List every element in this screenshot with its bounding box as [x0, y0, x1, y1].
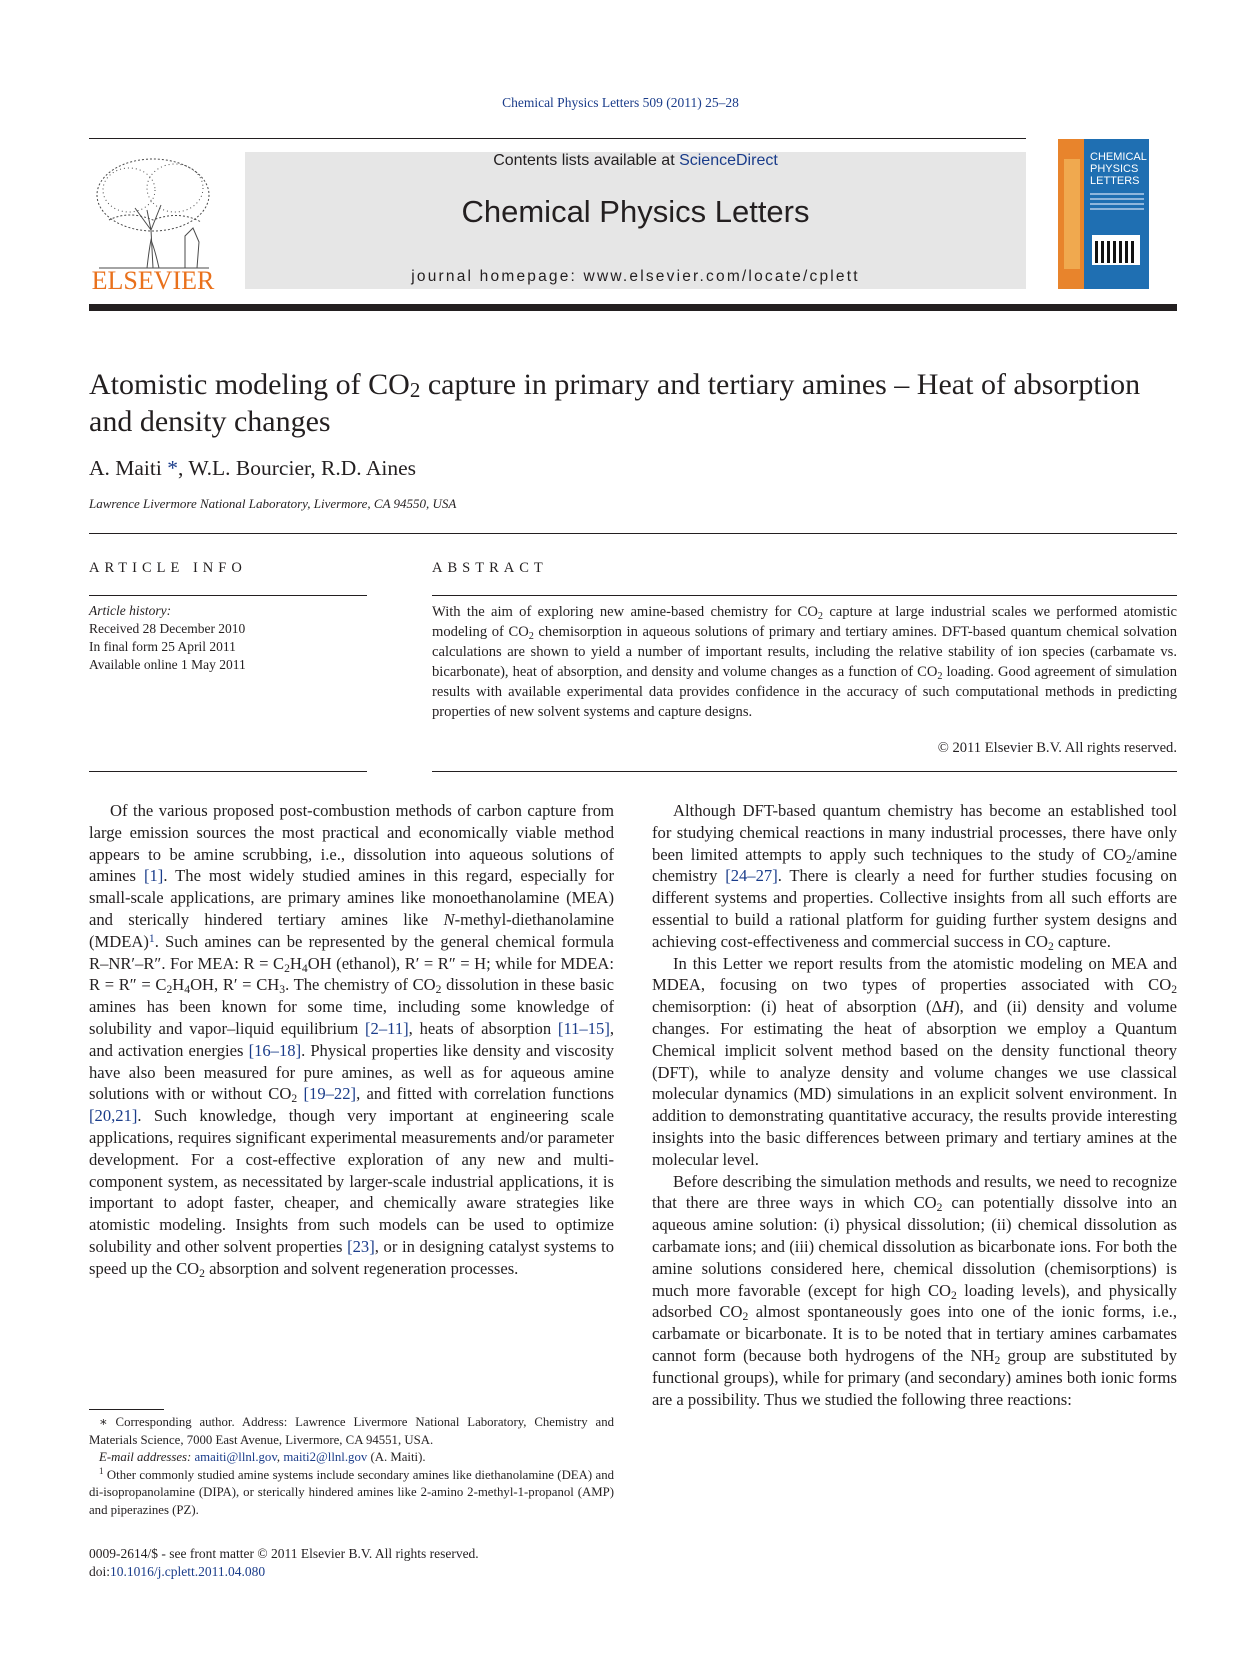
- article-info-rule: [89, 595, 367, 596]
- online-date: Available online 1 May 2011: [89, 657, 246, 672]
- footnotes: [89, 1414, 614, 1520]
- title-part: Atomistic modeling of CO: [89, 368, 410, 401]
- footnote-ref[interactable]: 1: [148, 931, 155, 945]
- citation-link[interactable]: Chemical Physics Letters 509 (2011) 25–28: [502, 95, 739, 110]
- ref-link[interactable]: [20,21]: [89, 1106, 138, 1126]
- article-info-bottom-rule: [89, 771, 367, 772]
- header-rule: [89, 138, 1026, 139]
- journal-name: Chemical Physics Letters: [461, 194, 810, 229]
- corresponding-author-note: ∗ Corresponding author. Address: Lawrence Livermore National Laboratory, Chemistry and Materials Science, 7000 East Avenue, Livermore, CA 94551, USA.: [89, 1415, 614, 1447]
- received-date: Received 28 December 2010: [89, 621, 246, 636]
- ref-link[interactable]: [19–22]: [303, 1084, 357, 1104]
- body-paragraph: In this Letter we report results from the atomistic modeling on MEA and MDEA, focusing on two types of properties associated with $CO_2$ chemisorption: (i) heat of absorption (ΔH), and (ii) density and volume changes. For estimating the heat of absorption we employ a Quantum Chemical implicit solvent method based on the density functional theory (DFT), while to analyze density and volume changes we use classical molecular dynamics (MD) simulations in an explicit solvent environment. In addition to demonstrating quantitative accuracy, the results provide interesting insights into the basic differences between primary and tertiary amines at the molecular level.: [652, 953, 1177, 1169]
- ref-link[interactable]: [11–15]: [557, 1018, 610, 1038]
- elsevier-wordmark: ELSEVIER: [91, 266, 215, 295]
- body-paragraph: Although DFT-based quantum chemistry has become an established tool for studying chemical reactions in many industrial processes, there have only been limited attempts to apply such techniques to the study of $CO_2$/amine chemistry [24–27]. There is clearly a need for further studies focusing on different systems and properties. Collective insights from all such efforts are essential to build a rational platform for guiding further system designs and achieving cost-effectiveness and commercial success in $CO_2$ capture.: [652, 801, 1177, 953]
- cover-figure-bars: [1095, 241, 1137, 263]
- cover-subtitle-lines: [1090, 193, 1144, 211]
- article-history: [89, 602, 246, 674]
- email-note: [89, 1449, 614, 1467]
- sciencedirect-link[interactable]: ScienceDirect: [679, 152, 778, 169]
- article-info-heading: ARTICLE INFO: [89, 560, 247, 576]
- masthead-rule: [89, 304, 1177, 311]
- email-link-1[interactable]: amaiti@llnl.gov: [194, 1450, 277, 1465]
- body-paragraph: Before describing the simulation methods and results, we need to recognize that there are three ways in which $CO_2$ can potentially dissolve into an aqueous amine solution: (i) physical dissolution; (ii) chemical dissolution as carbamate ions; and (iii) chemical dissolution as bicarbonate ions. For both the amine solutions considered here, chemical dissolution (chemisorptions) is much more favorable (except for high $CO_2$ loading levels), and physically adsorbed $CO_2$ almost spontaneously goes into one of the ionic forms, i.e., carbamate or bicarbonate. It is to be noted that in tertiary amines carbamates cannot form (because both hydrogens of the $NH_2$ group are substituted by functional groups), while for primary (and secondary) amines both ionic forms are a possibility. Thus we studied the following three reactions:: [652, 1171, 1177, 1409]
- article-title: [89, 366, 1177, 440]
- journal-citation[interactable]: [0, 95, 1241, 111]
- footnote-1-text: Other commonly studied amine systems include secondary amines like diethanolamine (DEA) and di-isopropanolamine (DIPA), or sterically hindered amines like 2-amino 2-methyl-1-propanol (AMP) and piperazines (PZ).: [89, 1467, 614, 1517]
- title-subscript: 2: [409, 378, 421, 402]
- author-list: [89, 456, 416, 481]
- email-separator: ,: [276, 1450, 284, 1465]
- footnote-rule: [89, 1409, 164, 1410]
- journal-homepage[interactable]: journal homepage: www.elsevier.com/locate/cplett: [411, 268, 860, 285]
- journal-cover-image: [1058, 139, 1149, 289]
- abstract-heading: ABSTRACT: [432, 560, 548, 576]
- ref-link[interactable]: [2–11]: [365, 1018, 409, 1038]
- corresponding-author-mark[interactable]: *: [167, 456, 178, 480]
- section-rule: [89, 533, 1177, 534]
- abstract-copyright: © 2011 Elsevier B.V. All rights reserved.: [937, 740, 1177, 756]
- body-column-left: [89, 800, 614, 1280]
- cover-title: CHEMICAL PHYSICS LETTERS: [1090, 151, 1147, 187]
- title-part: capture in primary and tertiary amines – Heat of absorption and density changes: [89, 368, 1141, 438]
- history-label: Article history:: [89, 603, 172, 618]
- affiliation: Lawrence Livermore National Laboratory, Livermore, CA 94550, USA: [89, 496, 457, 511]
- body-column-right: [652, 800, 1177, 1410]
- contents-line: [245, 152, 1026, 170]
- ref-link[interactable]: [16–18]: [248, 1040, 302, 1060]
- author-names: , W.L. Bourcier, R.D. Aines: [177, 456, 416, 480]
- final-form-date: In final form 25 April 2011: [89, 639, 236, 654]
- abstract-rule: [432, 595, 1177, 596]
- cover-stripe-inner: [1064, 159, 1080, 269]
- email-label: E-mail addresses:: [99, 1450, 192, 1465]
- ref-link[interactable]: [1]: [143, 866, 164, 886]
- footnote-1: $^1$ Other commonly studied amine systems include secondary amines like diethanolamine (DEA) and di-isopropanolamine (DIPA), or sterically hindered amines like 2-amino 2-methyl-1-propanol (AMP) and piperazines (PZ).: [89, 1465, 614, 1517]
- front-matter: [89, 1545, 479, 1581]
- author-name[interactable]: A. Maiti: [89, 456, 162, 480]
- email-owner: (A. Maiti).: [367, 1450, 426, 1465]
- abstract-bottom-rule: [432, 771, 1177, 772]
- doi-label: doi:: [89, 1564, 111, 1579]
- ref-link[interactable]: [24–27]: [725, 866, 778, 886]
- doi-link[interactable]: 10.1016/j.cplett.2011.04.080: [110, 1564, 266, 1579]
- abstract-text: With the aim of exploring new amine-based chemistry for $CO_2$ capture at large industrial scales we performed atomistic modeling of $CO_2$ chemisorption in aqueous solutions of primary and tertiary amines. DFT-based quantum chemical solvation calculations are shown to yield a number of important results, including the relative stability of ion species (carbamate vs. bicarbonate), heat of absorption, and density and volume changes as a function of $CO_2$ loading. Good agreement of simulation results with available experimental data provides confidence in the accuracy of such computational methods in predicting properties of new solvent systems and capture designs.: [432, 604, 1177, 720]
- ref-link[interactable]: [23]: [347, 1236, 375, 1256]
- issn-line: 0009-2614/$ - see front matter © 2011 Elsevier B.V. All rights reserved.: [89, 1546, 479, 1561]
- contents-prefix: Contents lists available at: [493, 152, 680, 169]
- email-link-2[interactable]: maiti2@llnl.gov: [283, 1450, 368, 1465]
- body-paragraph: Of the various proposed post-combustion methods of carbon capture from large emission sources the most practical and economically viable method appears to be amine scrubbing, i.e., dissolution into aqueous solutions of amines [1]. The most widely studied amines in this regard, especially for small-scale applications, are primary amines like monoethanolamine (MEA) and sterically hindered tertiary amines like N-methyl-diethanolamine (MDEA)$^1$. Such amines can be represented by the general chemical formula R–NR′–R″. For MEA: $R = C_2H_4OH$ (ethanol), R′ = R″ = H; while for MDEA: $R = R'' = C_2H_4OH$, $R' = CH_3$. The chemistry of $CO_2$ dissolution in these basic amines has been known for some time, including some knowledge of solubility and vapor–liquid equilibrium [2–11], heats of absorption [11–15], and activation energies [16–18]. Physical properties like density and viscosity have also been measured for pure amines, as well as for aqueous amine solutions with or without $CO_2$ [19–22], and fitted with correlation functions [20,21]. Such knowledge, though very important at engineering scale applications, requires significant experimental measurements and/or parameter development. For a cost-effective exploration of any new and multi-component system, as necessitated by larger-scale industrial applications, it is important to adopt faster, cheaper, and chemically aware strategies like atomistic modeling. Insights from such models can be used to optimize solubility and other solvent properties [23], or in designing catalyst systems to speed up the $CO_2$ absorption and solvent regeneration processes.: [89, 801, 614, 1280]
- doi-line: [89, 1563, 479, 1581]
